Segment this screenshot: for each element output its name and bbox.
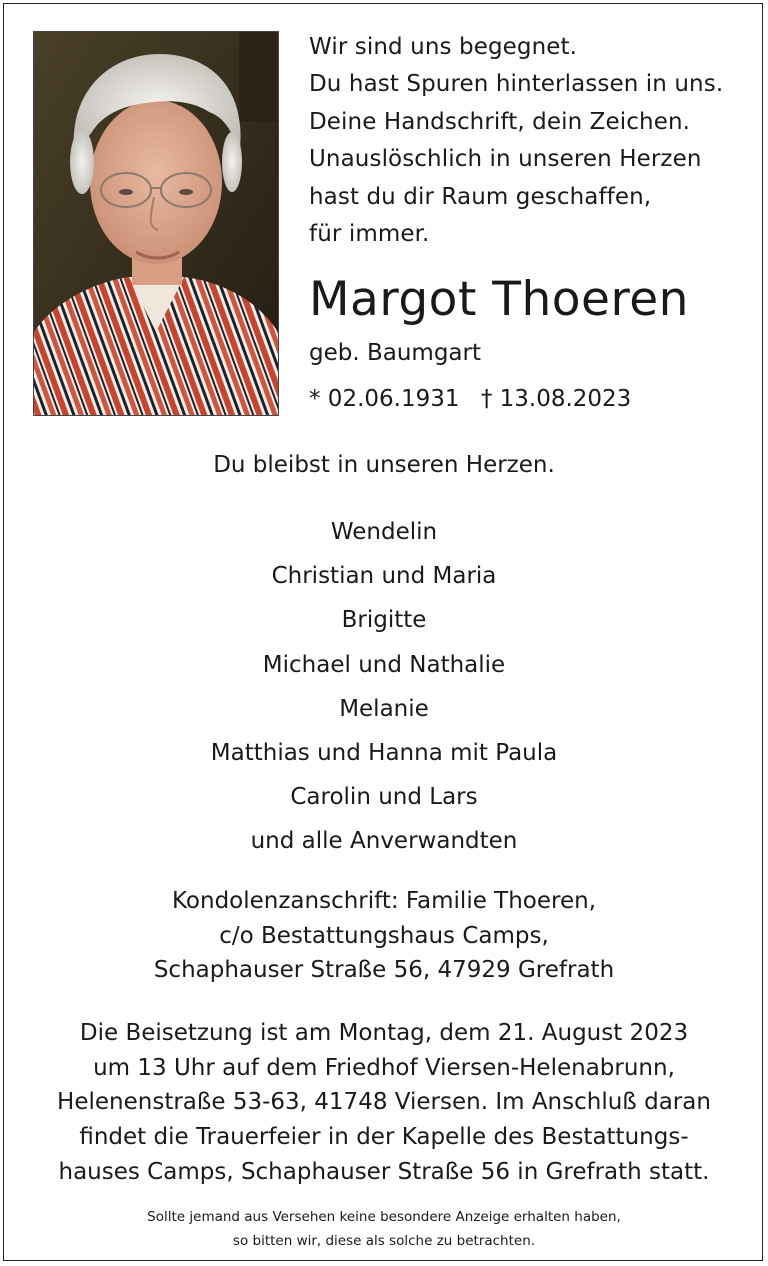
poem-line: für immer.: [309, 221, 430, 248]
mourner: Melanie: [339, 695, 429, 722]
mourner: Carolin und Lars: [290, 784, 478, 811]
mourners-list: [0, 510, 768, 864]
condolence-address: [0, 884, 768, 988]
birth-name: geb. Baumgart: [309, 340, 481, 366]
mourner: Wendelin: [330, 519, 438, 545]
notice-line: so bitten wir, diese als solche zu betrachten.: [232, 1233, 536, 1249]
mourner: Matthias und Hanna mit Paula: [210, 740, 558, 767]
poem-line: Unauslöschlich in unseren Herzen: [309, 146, 702, 173]
funeral-info: [0, 1016, 768, 1190]
mourner: und alle Anverwandten: [250, 828, 518, 855]
mourner: Christian und Maria: [271, 563, 497, 590]
address-line: Schaphauser Straße 56, 47929 Grefrath: [153, 957, 615, 983]
address-line: Kondolenzanschrift: Familie Thoeren,: [171, 888, 597, 914]
poem-line: Du hast Spuren hinterlassen in uns.: [309, 71, 724, 98]
poem-line: hast du dir Raum geschaffen,: [309, 183, 652, 210]
funeral-line: Helenenstraße 53-63, 41748 Viersen. Im Anschluß daran: [57, 1089, 711, 1116]
deceased-name: Margot Thoeren: [309, 272, 689, 327]
notice-line: Sollte jemand aus Versehen keine besondere Anzeige erhalten haben,: [147, 1209, 621, 1225]
poem: [309, 29, 723, 253]
poem-line: Deine Handschrift, dein Zeichen.: [309, 108, 691, 135]
address-line: c/o Bestattungshaus Camps,: [219, 922, 549, 949]
funeral-line: hauses Camps, Schaphauser Straße 56 in Grefrath statt.: [58, 1158, 710, 1185]
birth-date: * 02.06.1931: [309, 386, 460, 412]
closing-line: Du bleibst in unseren Herzen.: [213, 452, 555, 478]
poem-line: Wir sind uns begegnet.: [309, 34, 578, 60]
funeral-line: findet die Trauerfeier in der Kapelle des Bestattungs-: [79, 1124, 689, 1151]
death-date: † 13.08.2023: [480, 386, 632, 412]
mourner: Michael und Nathalie: [262, 651, 506, 678]
notice: [0, 1205, 768, 1253]
life-dates: [309, 386, 645, 412]
funeral-line: Die Beisetzung ist am Montag, dem 21. August 2023: [79, 1020, 689, 1046]
portrait-photo: [33, 31, 279, 416]
mourner: Brigitte: [341, 607, 427, 634]
funeral-line: um 13 Uhr auf dem Friedhof Viersen-Helenabrunn,: [93, 1054, 675, 1081]
